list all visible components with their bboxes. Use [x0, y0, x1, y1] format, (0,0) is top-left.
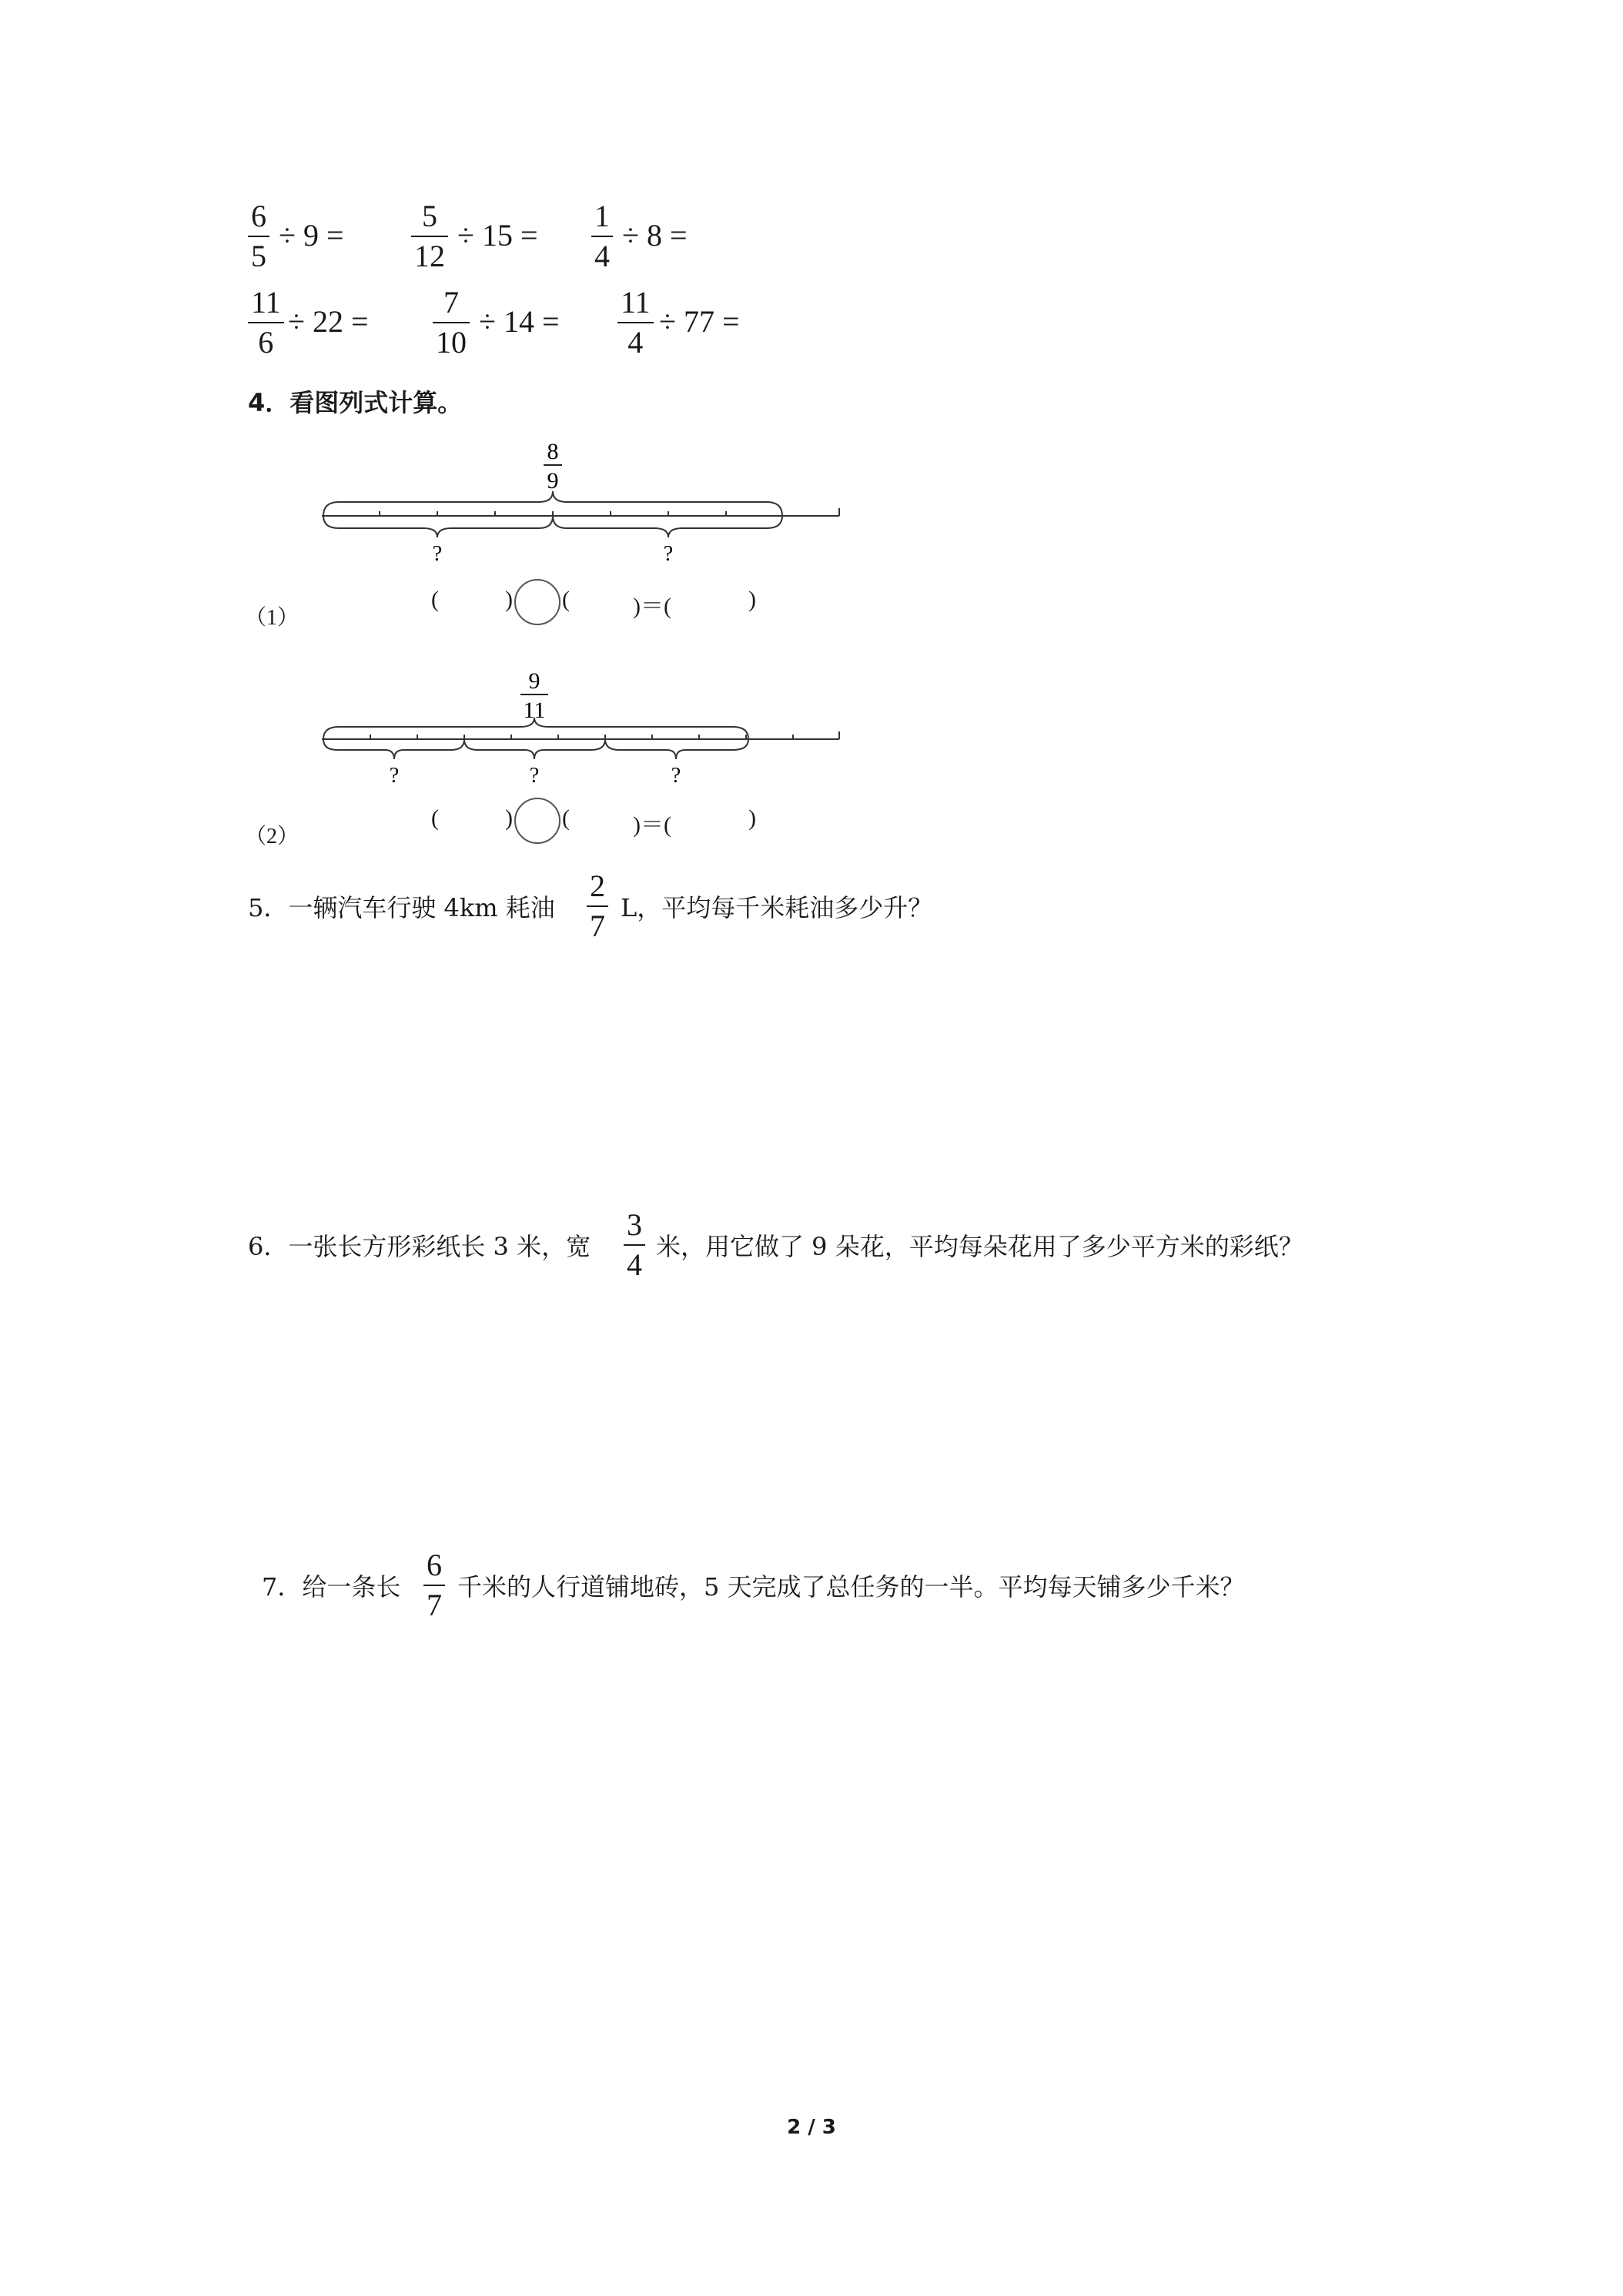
question-7-prefix: 7．给一条长 — [262, 1572, 401, 1602]
answer-blank[interactable]: ) — [748, 805, 756, 831]
part-label: ? — [389, 764, 400, 788]
diagram-1-total-den: 9 — [547, 468, 559, 494]
fraction: 2 7 — [587, 869, 608, 944]
fraction: 1 4 — [591, 199, 613, 274]
section-4-title: 4．看图列式计算。 — [248, 388, 463, 417]
operation: ÷ 77 = — [659, 304, 740, 339]
answer-blank[interactable]: ) — [748, 587, 756, 612]
fraction: 3 4 — [624, 1207, 645, 1283]
question-5-prefix: 5．一辆汽车行驶 4km 耗油 — [248, 893, 555, 922]
fraction: 6 7 — [423, 1548, 445, 1623]
part-label: ? — [663, 542, 674, 566]
fraction: 5 12 — [411, 199, 448, 274]
bottom-brace — [605, 739, 748, 759]
operation: ÷ 8 = — [622, 218, 688, 253]
answer-blank[interactable]: ) — [505, 805, 513, 831]
operator-circle[interactable] — [514, 579, 561, 625]
diagram-2-label: （2） — [245, 825, 300, 848]
bottom-brace — [323, 516, 553, 537]
answer-blank[interactable]: ) — [505, 587, 513, 612]
answer-blank[interactable]: )＝( — [633, 812, 671, 838]
part-label: ? — [529, 764, 540, 788]
diagram-2-total-den: 11 — [523, 698, 546, 723]
question-6-suffix: 米，用它做了 9 朵花，平均每朵花用了多少平方米的彩纸？ — [656, 1232, 1303, 1261]
fraction: 7 10 — [433, 285, 470, 360]
question-6-prefix: 6．一张长方形彩纸长 3 米，宽 — [248, 1232, 591, 1261]
question-5-suffix: L，平均每千米耗油多少升？ — [621, 893, 933, 922]
bottom-brace — [323, 739, 464, 759]
fraction: 11 4 — [617, 285, 654, 360]
part-label: ? — [671, 764, 681, 788]
bottom-brace — [464, 739, 605, 759]
operation: ÷ 22 = — [288, 304, 369, 339]
diagram-1-total-num: 8 — [547, 439, 559, 464]
diagram-1 — [308, 431, 862, 570]
fraction: 6 5 — [248, 199, 269, 274]
operation: ÷ 9 = — [279, 218, 344, 253]
diagram-2 — [308, 662, 862, 793]
page-number: 2 / 3 — [787, 2116, 836, 2139]
diagram-2-total-num: 9 — [528, 668, 540, 694]
answer-blank[interactable]: )＝( — [633, 594, 671, 619]
part-label: ? — [432, 542, 443, 566]
bottom-brace — [553, 516, 782, 537]
operation: ÷ 15 = — [457, 218, 538, 253]
fraction: 11 6 — [248, 285, 284, 360]
diagram-1-label: （1） — [245, 606, 300, 630]
operator-circle[interactable] — [514, 798, 561, 844]
question-7-suffix: 千米的人行道铺地砖，5 天完成了总任务的一半。平均每天铺多少千米？ — [457, 1572, 1245, 1602]
operation: ÷ 14 = — [479, 304, 560, 339]
